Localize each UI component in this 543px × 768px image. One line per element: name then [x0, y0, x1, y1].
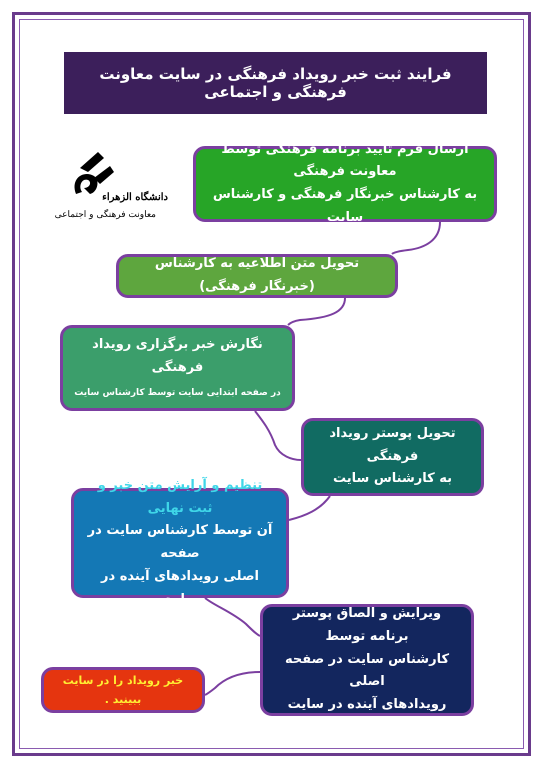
logo-university-name: دانشگاه الزهراء [102, 192, 168, 203]
university-logo [54, 148, 170, 228]
step-5-line-2: آن توسط کارشناس سایت در صفحه [87, 523, 273, 561]
step-4-line-2: به کارشناس سایت [333, 471, 452, 487]
step-7-line-1: خبر رویداد را در سایت ببینید . [62, 673, 184, 706]
step-2-box [116, 254, 398, 298]
step-6-line-2: کارشناس سایت در صفحه اصلی [284, 651, 450, 690]
step-1-line-1: ارسال فرم تایید برنامه فرهنگی توسط معاونت فرهنگی [221, 141, 469, 180]
page-title [64, 52, 487, 114]
step-5-box [71, 477, 289, 607]
step-6-line-1: ویرایش و الصاق پوستر برنامه توسط [292, 606, 442, 644]
page-title-text: فرایند ثبت خبر رویداد فرهنگی در سایت معاونت فرهنگی و اجتماعی [99, 65, 452, 101]
step-3-subtext: در صفحه ابتدایی سایت توسط کارشناس سایت [74, 387, 281, 398]
step-6-line-3: رویدادهای آینده در سایت [287, 697, 447, 713]
logo-department-name: معاونت فرهنگی و اجتماعی [54, 210, 156, 220]
step-3-line-1: نگارش خبر برگزاری رویداد فرهنگی [92, 337, 263, 376]
step-7-box [41, 667, 205, 713]
step-4-box [301, 418, 484, 496]
step-1-line-2: به کارشناس خبرنگار فرهنگی و کارشناس سایت [212, 187, 478, 225]
step-4-line-1: تحویل پوستر رویداد فرهنگی [329, 425, 456, 464]
step-1-box [193, 141, 497, 225]
step-5-line-3: اصلی رویدادهای آینده در سایت [101, 568, 259, 607]
step-3-box [60, 325, 295, 411]
step-5-line-1: تنظیم و آرایش متن خبر و ثبت نهایی [97, 477, 263, 516]
step-2-line-1: تحویل متن اطلاعیه به کارشناس (خبرنگار فرهنگی) [154, 256, 360, 294]
step-6-box [260, 604, 474, 716]
